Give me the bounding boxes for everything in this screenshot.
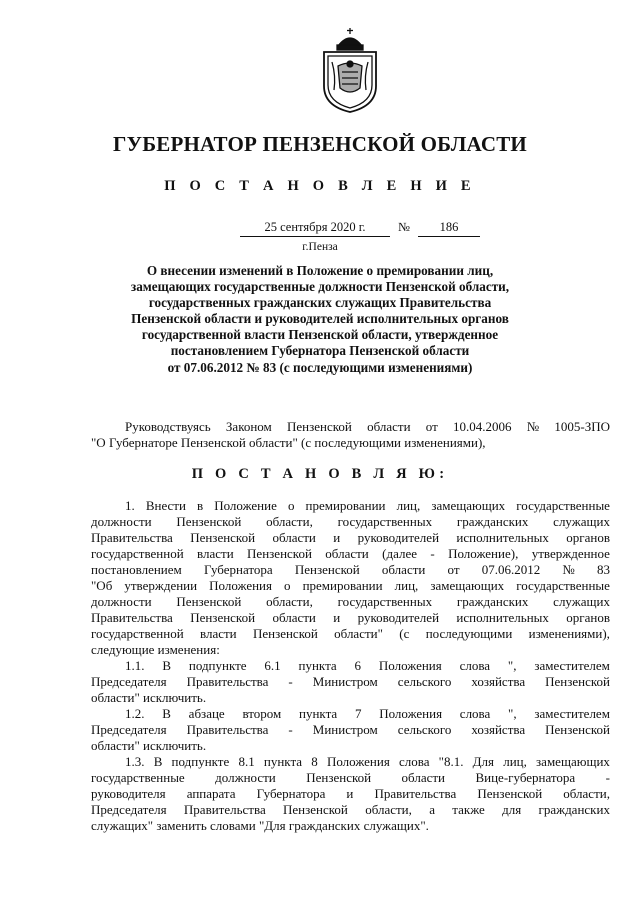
- word: Положения: [378, 658, 442, 673]
- word: государственных: [337, 594, 433, 609]
- decree-word: П О С Т А Н О В Л Я Ю:: [191, 466, 449, 482]
- word: №: [562, 562, 575, 577]
- word: сельского: [397, 722, 452, 737]
- word: служащих: [553, 594, 610, 609]
- word: Правительства: [374, 786, 457, 801]
- word: области,: [563, 786, 610, 801]
- word: для: [502, 802, 522, 817]
- word: утверждении: [124, 578, 198, 593]
- title-line: от 07.06.2012 № 83 (с последующими изменениями): [167, 359, 473, 375]
- word: -: [288, 674, 293, 689]
- word: области": [334, 626, 383, 641]
- word: Положение),: [448, 546, 519, 561]
- word: о: [287, 498, 295, 513]
- word: области: [381, 562, 426, 577]
- body-line: [91, 578, 610, 594]
- word: -: [288, 722, 293, 737]
- word: утвержденное: [531, 546, 610, 561]
- word: области: [325, 546, 369, 561]
- body-line: [91, 498, 610, 514]
- word: Министром: [312, 674, 378, 689]
- word: Пензенской: [294, 562, 360, 577]
- body-line: [91, 706, 610, 722]
- document-type: П О С Т А Н О В Л Е Н И Е: [164, 178, 476, 194]
- date-number-row: [240, 220, 480, 238]
- word: гражданских: [456, 514, 529, 529]
- word: также: [452, 802, 485, 817]
- word: области: [272, 530, 316, 545]
- word: от: [447, 562, 460, 577]
- word: аппарата: [186, 786, 236, 801]
- word: 6.1: [264, 658, 281, 673]
- body-line: [91, 786, 610, 802]
- word: государственной: [91, 626, 184, 641]
- word: государственной: [91, 546, 184, 561]
- word: области,: [266, 594, 313, 609]
- title-line: замещающих государственные должности Пензенской области,: [130, 279, 510, 295]
- body-line: [91, 802, 610, 818]
- word: и: [333, 530, 341, 545]
- word: Правительства: [186, 674, 269, 689]
- word: замещающих: [430, 578, 505, 593]
- word: должности: [215, 770, 276, 785]
- word: слова: [459, 706, 491, 721]
- body-line: [91, 594, 610, 610]
- word: заместителем: [534, 706, 610, 721]
- word: 1.3.: [125, 754, 145, 769]
- body-line: [91, 626, 610, 642]
- word: Правительства: [91, 610, 173, 625]
- word: пункта: [299, 706, 338, 721]
- word: пункта: [263, 754, 303, 769]
- word: 10.04.2006: [453, 419, 512, 434]
- word: государственные: [516, 578, 610, 593]
- word: последующими: [425, 626, 513, 641]
- word: Губернатора: [256, 786, 326, 801]
- word: Пензенской: [306, 770, 372, 785]
- word: Руководствуясь: [125, 419, 211, 434]
- word: Положения: [209, 578, 272, 593]
- word: Пензенской: [477, 786, 543, 801]
- body-line: [91, 546, 610, 562]
- word: 83: [596, 562, 610, 577]
- title-line: постановлением Губернатора Пензенской области: [170, 343, 470, 359]
- title-line: государственной власти Пензенской области, утвержденное: [141, 327, 499, 343]
- word: пункта: [298, 658, 337, 673]
- word: 1005-ЗПО: [554, 419, 610, 434]
- word: Правительства: [186, 722, 269, 737]
- title-line: Пензенской области и руководителей исполнительных органов: [131, 311, 509, 327]
- word: В: [162, 658, 172, 673]
- word: Положения: [379, 706, 443, 721]
- word: Председателя: [91, 722, 167, 737]
- word: ",: [507, 658, 517, 673]
- word: области,: [266, 514, 313, 529]
- word: Для: [472, 754, 495, 769]
- word: Пензенской: [190, 530, 256, 545]
- document-number: 186: [418, 220, 480, 237]
- word: Законом: [225, 419, 272, 434]
- word: "Об: [91, 578, 113, 593]
- body-line: [91, 674, 610, 690]
- word: Пензенской: [283, 802, 348, 817]
- word: слова: [398, 754, 430, 769]
- word: 6: [354, 658, 362, 673]
- word: и: [333, 610, 341, 625]
- word: Пензенской: [287, 419, 352, 434]
- word: лиц,: [394, 578, 419, 593]
- word: премировании: [305, 498, 386, 513]
- word: -: [605, 770, 610, 785]
- title-line: государственных гражданских служащих Правительства: [148, 295, 492, 311]
- word: гражданских: [538, 802, 610, 817]
- body-line: [91, 419, 610, 435]
- word: от: [425, 419, 438, 434]
- body-line: [91, 514, 610, 530]
- word: руководителей: [357, 610, 440, 625]
- body-line: следующие изменения:: [91, 642, 220, 657]
- word: 8: [311, 754, 318, 769]
- body-line: [91, 770, 610, 786]
- word: служащих: [553, 514, 610, 529]
- word: Пензенской: [176, 594, 242, 609]
- word: должности: [91, 594, 152, 609]
- word: Правительства: [183, 802, 266, 817]
- word: (с: [399, 626, 410, 641]
- word: области,: [365, 802, 412, 817]
- word: В: [153, 754, 163, 769]
- body-line: области" исключить.: [91, 738, 207, 753]
- word: Внести: [145, 498, 186, 513]
- word: о: [284, 578, 291, 593]
- word: Положение: [214, 498, 277, 513]
- word: постановлением: [91, 562, 182, 577]
- word: В: [162, 706, 171, 721]
- body-line: [91, 530, 610, 546]
- word: Председателя: [91, 802, 167, 817]
- word: Пензенской: [545, 674, 610, 689]
- body-line: "О Губернаторе Пензенской области" (с последующими изменениями),: [91, 435, 486, 450]
- word: а: [429, 802, 435, 817]
- word: лиц,: [503, 754, 527, 769]
- decree-body: [91, 498, 610, 834]
- document-date: 25 сентября 2020 г.: [240, 220, 390, 237]
- word: в: [197, 498, 204, 513]
- word: ",: [508, 706, 517, 721]
- coat-of-arms-icon: [316, 26, 384, 114]
- word: 07.06.2012: [481, 562, 541, 577]
- word: замещающих: [536, 754, 610, 769]
- word: власти: [199, 626, 237, 641]
- word: исполнительных: [456, 610, 549, 625]
- word: заместителем: [534, 658, 610, 673]
- word: и: [346, 786, 354, 801]
- basis-paragraph: [91, 419, 610, 451]
- word: Губернатора: [203, 562, 273, 577]
- body-line: [91, 610, 610, 626]
- word: сельского: [397, 674, 452, 689]
- word: исполнительных: [456, 530, 549, 545]
- word: органов: [566, 610, 610, 625]
- city: г.Пенза: [302, 241, 338, 253]
- word: Пензенской: [176, 514, 242, 529]
- body-line: [91, 754, 610, 770]
- word: руководителей: [357, 530, 440, 545]
- word: 8.1: [238, 754, 255, 769]
- word: руководителя: [91, 786, 166, 801]
- word: Министром: [312, 722, 378, 737]
- body-line: [91, 722, 610, 738]
- word: втором: [242, 706, 282, 721]
- word: подпункте: [188, 658, 247, 673]
- word: Пензенской: [545, 722, 610, 737]
- word: хозяйства: [471, 722, 526, 737]
- word: области: [367, 419, 411, 434]
- word: 1.1.: [125, 658, 145, 673]
- word: Правительства: [91, 530, 173, 545]
- word: Пензенской: [252, 626, 318, 641]
- word: государственные: [91, 770, 185, 785]
- word: гражданских: [456, 594, 529, 609]
- word: Председателя: [91, 674, 167, 689]
- word: хозяйства: [471, 674, 526, 689]
- word: подпункте: [171, 754, 230, 769]
- body-line: области" исключить.: [91, 690, 207, 705]
- word: государственных: [337, 514, 433, 529]
- word: -: [430, 546, 435, 561]
- word: органов: [566, 530, 610, 545]
- word: власти: [197, 546, 234, 561]
- number-sign: №: [398, 220, 410, 234]
- word: замещающих: [431, 498, 506, 513]
- word: области: [272, 610, 316, 625]
- word: премировании: [302, 578, 383, 593]
- word: 1.2.: [125, 706, 145, 721]
- body-line: служащих" заменить словами "Для гражданских служащих".: [91, 818, 429, 833]
- word: слова: [459, 658, 491, 673]
- word: должности: [91, 514, 152, 529]
- issuing-authority: ГУБЕРНАТОР ПЕНЗЕНСКОЙ ОБЛАСТИ: [113, 132, 527, 156]
- body-line: [91, 658, 610, 674]
- word: "8.1.: [438, 754, 464, 769]
- word: 7: [354, 706, 362, 721]
- word: абзаце: [188, 706, 225, 721]
- word: лиц,: [396, 498, 421, 513]
- word: Пензенской: [190, 610, 256, 625]
- word: государственные: [516, 498, 610, 513]
- body-line: [91, 562, 610, 578]
- title-line: О внесении изменений в Положение о премировании лиц,: [146, 263, 494, 278]
- word: Пензенской: [247, 546, 312, 561]
- word: Положения: [326, 754, 390, 769]
- word: (далее: [382, 546, 417, 561]
- word: Вице-губернатора: [475, 770, 576, 785]
- word: №: [526, 419, 540, 434]
- document-title: [110, 263, 530, 376]
- word: области: [401, 770, 446, 785]
- word: 1.: [125, 498, 135, 513]
- word: изменениями),: [528, 626, 610, 641]
